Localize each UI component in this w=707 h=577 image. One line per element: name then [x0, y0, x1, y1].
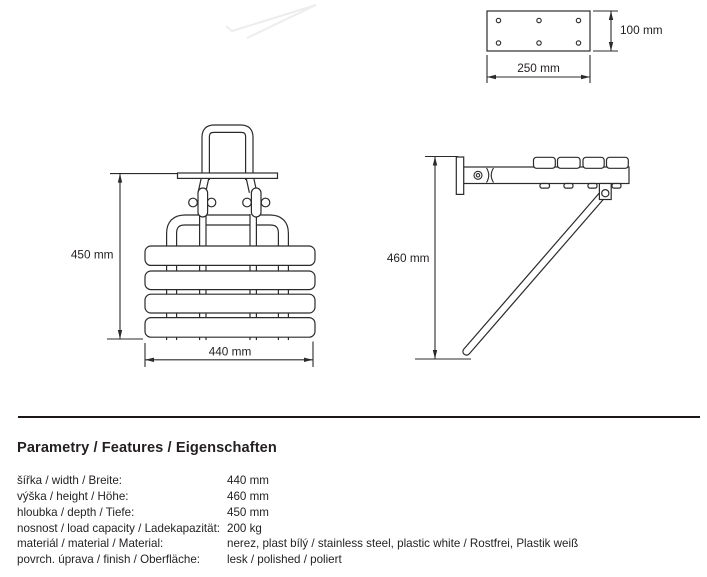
- slat: [145, 294, 315, 313]
- param-value-depth: 450 mm: [227, 505, 269, 519]
- front-view: [71, 129, 315, 367]
- parameters-table: [17, 473, 578, 568]
- slat-end: [558, 157, 581, 168]
- param-value-height: 460 mm: [227, 489, 269, 503]
- param-value-finish: lesk / polished / poliert: [227, 553, 342, 567]
- param-label-width: šířka / width / Breite:: [17, 474, 123, 487]
- slat-end: [534, 157, 556, 168]
- front-height-dimension: [71, 174, 143, 339]
- leg-pivot-pin: [602, 190, 609, 197]
- section-divider: [18, 416, 700, 418]
- front-width-label: 440 mm: [208, 344, 252, 359]
- plate-top-view: [487, 11, 663, 83]
- slat-end: [607, 157, 629, 168]
- slat: [145, 318, 315, 338]
- pivot-knobs: [189, 188, 270, 217]
- param-value-width: 440 mm: [227, 474, 269, 487]
- plate-height-dimension: [593, 11, 663, 51]
- side-view: [387, 157, 629, 360]
- param-value-capacity: 200 kg: [227, 521, 262, 535]
- front-width-dimension: [145, 342, 313, 368]
- wall-plate-side: [456, 157, 463, 194]
- support-leg: [467, 192, 606, 352]
- param-value-material: nerez, plast bílý / stainless steel, plastic white / Rostfrei, Plastik weiß: [227, 537, 579, 551]
- param-label-height: výška / height / Höhe:: [17, 489, 129, 503]
- side-height-label: 460 mm: [386, 251, 430, 265]
- slat: [145, 271, 315, 290]
- plate-height-label: 100 mm: [620, 23, 663, 37]
- plate-width-dimension: [487, 55, 590, 83]
- scan-watermark: [226, 5, 316, 38]
- pivot-capsule-left: [198, 188, 208, 217]
- plate-width-label: 250 mm: [517, 61, 560, 75]
- param-label-material: materiál / material / Material:: [17, 537, 164, 551]
- parameters-title: Parametry / Features / Eigenschaften: [17, 440, 277, 456]
- param-label-finish: povrch. úprava / finish / Oberfläche:: [17, 553, 201, 567]
- param-label-depth: hloubka / depth / Tiefe:: [17, 505, 135, 519]
- handle-bow: [206, 129, 250, 180]
- pivot-capsule-right: [251, 188, 261, 217]
- front-height-label: 450 mm: [70, 247, 114, 262]
- slat: [145, 246, 315, 265]
- param-label-capacity: nosnost / load capacity / Ladekapazität:: [17, 521, 221, 535]
- slat-end: [583, 157, 604, 168]
- wall-plate-front: [178, 173, 278, 178]
